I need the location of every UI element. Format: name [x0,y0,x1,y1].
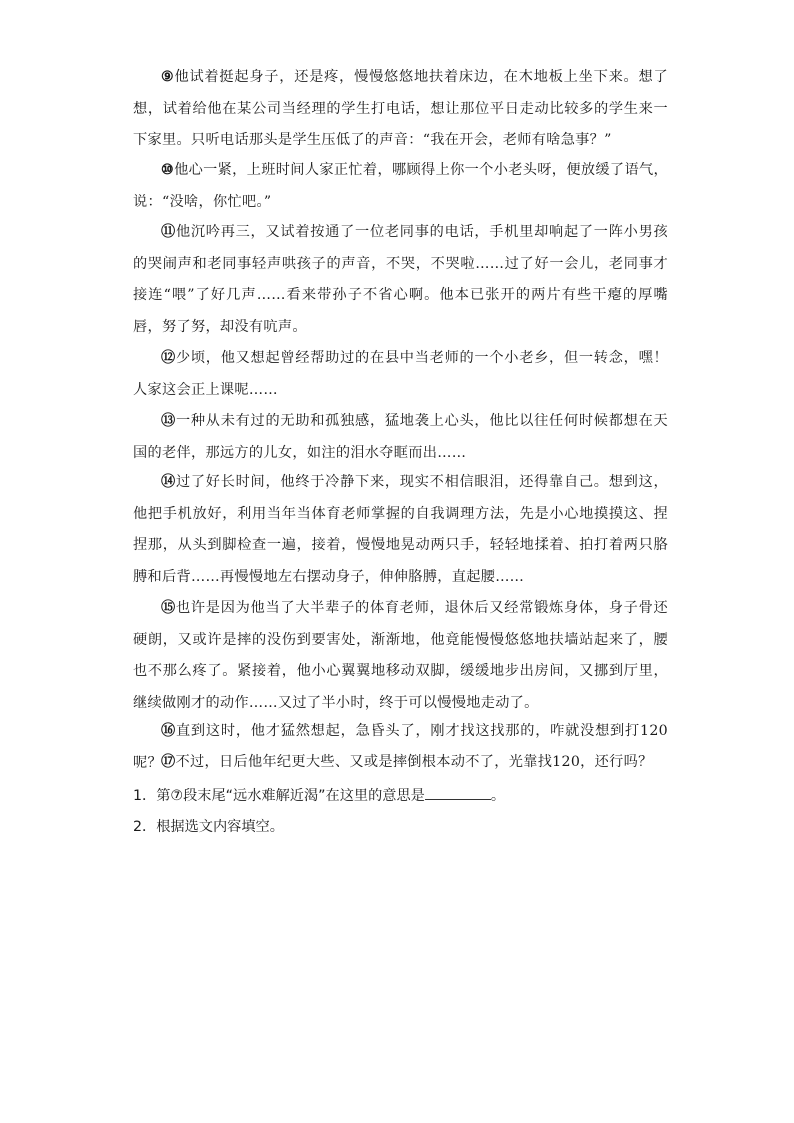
paragraph-14 [133,467,668,593]
paragraph-number: ⑩ [161,162,175,178]
paragraph-text: 过了好长时间，他终于冷静下来，现实不相信眼泪，还得靠自己。想到这，他把手机放好，利用当年当体育老师掌握的自我调理方法，先是小心地摸摸这、捏捏那，从头到脚检查一遍，接着，慢慢地晃动两只手，轻轻地揉着、拍打着两只胳膊和后背……再慢慢地左右摆动身子，伸伸胳膊，直起腰…… [133,474,668,585]
paragraph-17 [133,747,668,779]
paragraph-text: 他试着挺起身子，还是疼，慢慢悠悠地扶着床边，在木地板上坐下来。想了想，试着给他在某公司当经理的学生打电话，想让那位平日走动比较多的学生来一下家里。只听电话那头是学生压低了的声音：“我在开会，老师有啥急事？” [133,69,668,148]
paragraph-text: 他心一紧，上班时间人家正忙着，哪顾得上你一个小老头呀，便放缓了语气，说：“没啥，你忙吧。” [133,162,668,210]
paragraph-12 [133,343,668,406]
paragraph-number: ⑫ [161,350,176,366]
paragraph-number: ⑭ [161,474,176,490]
paragraph-number: ⑰ [161,754,176,770]
paragraph-text: 不过，日后他年纪更大些、又或是摔倒根本动不了，光靠找120，还行吗？ [175,754,653,770]
paragraph-number: ⑯ [161,723,176,739]
answer-blank[interactable] [425,785,491,800]
paragraph-number: ⑪ [161,224,176,240]
paragraph-13 [133,406,668,469]
question-2 [133,815,693,839]
question-text: 2．根据选文内容填空。 [133,819,284,835]
paragraph-text: 直到这时，他才猛然想起，急昏头了，刚才找这找那的，咋就没想到打120呢？ [133,723,668,771]
paragraph-11 [133,217,668,343]
question-suffix: 。 [490,788,506,804]
paragraph-text: 也许是因为他当了大半辈子的体育老师，退休后又经常锻炼身体，身子骨还硬朗，又或许是摔的没伤到要害处，渐渐地，他竟能慢慢悠悠地扶墙站起来了，腰也不那么疼了。紧接着，他小心翼翼地移动双脚，缓缓地步出房间，又挪到厅里，继续做刚才的动作……又过了半小时，终于可以慢慢地走动了。 [133,600,668,711]
question-1 [133,784,693,808]
paragraph-number: ⑬ [161,413,176,429]
paragraph-number: ⑨ [161,69,175,85]
paragraph-text: 一种从未有过的无助和孤独感，猛地袭上心头，他比以往任何时候都想在天国的老伴，那远方的儿女，如注的泪水夺眶而出…… [133,413,668,461]
paragraph-10 [133,155,668,218]
question-text: 1．第⑦段末尾“远水难解近渴”在这里的意思是 [133,788,425,804]
paragraph-9 [133,62,668,157]
paragraph-15 [133,593,668,719]
paragraph-text: 他沉吟再三，又试着按通了一位老同事的电话，手机里却响起了一阵小男孩的哭闹声和老同事轻声哄孩子的声音，不哭，不哭啦……过了好一会儿，老同事才接连“喂”了好几声……看来带孙子不省心啊。他本已张开的两片有些干瘪的厚嘴唇，努了努，却没有吭声。 [133,224,668,335]
paragraph-text: 少顷，他又想起曾经帮助过的在县中当老师的一个小老乡，但一转念，嘿！人家这会正上课呢…… [133,350,668,398]
paragraph-number: ⑮ [161,600,176,616]
